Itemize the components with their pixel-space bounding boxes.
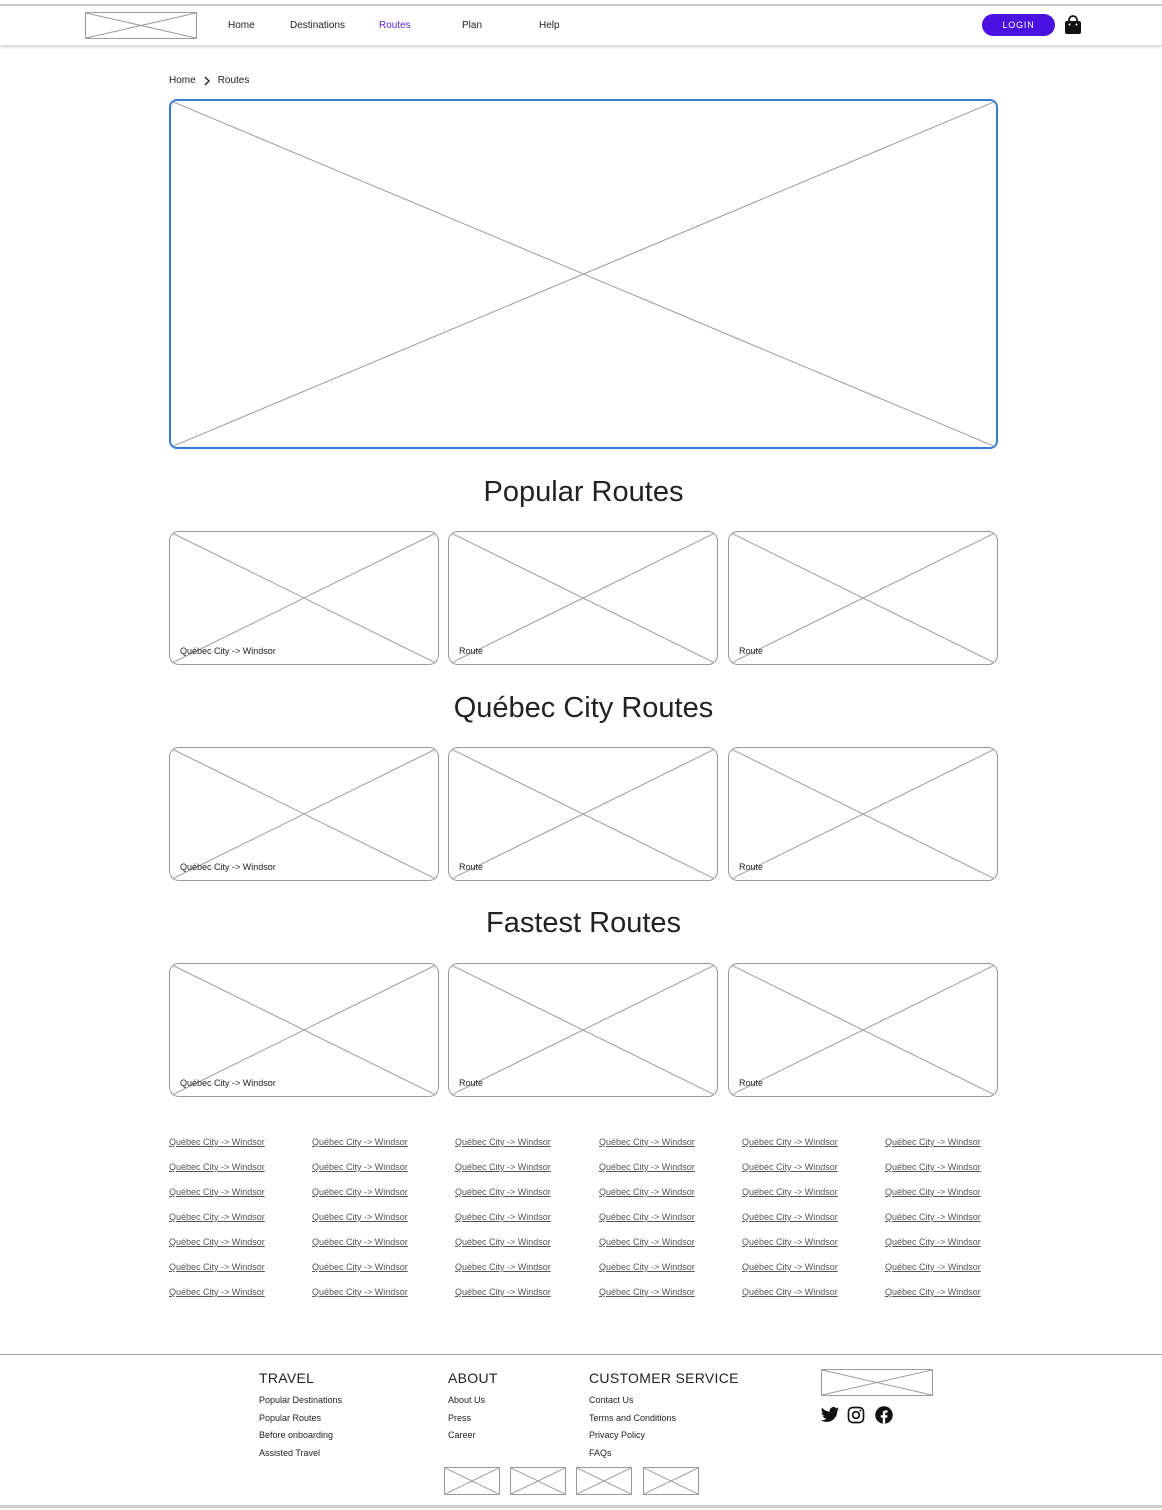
partner-logo-placeholder[interactable] <box>510 1467 566 1495</box>
route-card-label: Québec City -> Windsor <box>180 862 276 872</box>
breadcrumb-home[interactable]: Home <box>169 75 196 86</box>
route-link[interactable]: Québec City -> Windsor <box>599 1237 695 1247</box>
footer-link[interactable]: Popular Destinations <box>259 1395 343 1405</box>
twitter-icon[interactable] <box>820 1405 840 1425</box>
route-card[interactable] <box>728 747 998 881</box>
route-link[interactable]: Québec City -> Windsor <box>169 1187 265 1197</box>
breadcrumb <box>169 75 249 86</box>
route-link[interactable]: Québec City -> Windsor <box>455 1262 551 1272</box>
route-link[interactable]: Québec City -> Windsor <box>169 1212 265 1222</box>
route-links-grid <box>169 1137 998 1312</box>
footer-link[interactable]: Popular Routes <box>259 1412 322 1423</box>
nav-help[interactable]: Help <box>539 20 560 31</box>
footer-heading: ABOUT <box>448 1370 498 1386</box>
footer-heading: TRAVEL <box>259 1370 315 1386</box>
route-link[interactable]: Québec City -> Windsor <box>312 1187 408 1197</box>
route-card-label: Route <box>459 646 484 656</box>
route-link[interactable]: Québec City -> Windsor <box>169 1137 265 1147</box>
route-link[interactable]: Québec City -> Windsor <box>885 1187 981 1197</box>
footer-link[interactable]: Press <box>448 1412 472 1423</box>
partner-logo-placeholder[interactable] <box>576 1467 632 1495</box>
facebook-icon[interactable] <box>874 1405 894 1425</box>
route-card[interactable] <box>728 963 998 1097</box>
route-link[interactable]: Québec City -> Windsor <box>312 1287 408 1297</box>
route-link[interactable]: Québec City -> Windsor <box>742 1187 838 1197</box>
route-link[interactable]: Québec City -> Windsor <box>312 1237 408 1247</box>
route-link[interactable]: Québec City -> Windsor <box>742 1287 838 1297</box>
route-link[interactable]: Québec City -> Windsor <box>455 1137 551 1147</box>
route-link[interactable]: Québec City -> Windsor <box>312 1262 408 1272</box>
section-title-popular-routes: Popular Routes <box>483 476 684 508</box>
footer-link[interactable]: Terms and Conditions <box>589 1412 677 1423</box>
route-links-row <box>169 1212 998 1237</box>
logo-placeholder[interactable] <box>85 12 197 39</box>
route-link[interactable]: Québec City -> Windsor <box>885 1287 981 1297</box>
route-card[interactable] <box>728 531 998 665</box>
route-link[interactable]: Québec City -> Windsor <box>312 1137 408 1147</box>
route-link[interactable]: Québec City -> Windsor <box>885 1162 981 1172</box>
route-link[interactable]: Québec City -> Windsor <box>599 1187 695 1197</box>
route-link[interactable]: Québec City -> Windsor <box>455 1187 551 1197</box>
route-link[interactable]: Québec City -> Windsor <box>599 1162 695 1172</box>
route-link[interactable]: Québec City -> Windsor <box>455 1237 551 1247</box>
route-link[interactable]: Québec City -> Windsor <box>312 1162 408 1172</box>
route-links-row <box>169 1137 998 1162</box>
route-card-label: Route <box>739 1078 764 1088</box>
bottom-border <box>0 1505 1162 1508</box>
route-link[interactable]: Québec City -> Windsor <box>455 1287 551 1297</box>
route-link[interactable]: Québec City -> Windsor <box>742 1212 838 1222</box>
footer-link[interactable]: Assisted Travel <box>259 1447 321 1458</box>
nav-destinations[interactable]: Destinations <box>290 20 346 31</box>
footer-link[interactable]: Career <box>448 1430 476 1440</box>
route-links-row <box>169 1187 998 1212</box>
instagram-icon[interactable] <box>846 1405 866 1425</box>
footer-logo-placeholder[interactable] <box>821 1369 933 1396</box>
header <box>0 6 1162 46</box>
route-card[interactable] <box>169 747 439 881</box>
footer-divider <box>0 1354 1162 1355</box>
route-card-label: Québec City -> Windsor <box>180 646 276 656</box>
route-card[interactable] <box>169 963 439 1097</box>
route-link[interactable]: Québec City -> Windsor <box>742 1137 838 1147</box>
partner-logo-placeholder[interactable] <box>643 1467 699 1495</box>
route-link[interactable]: Québec City -> Windsor <box>312 1212 408 1222</box>
route-link[interactable]: Québec City -> Windsor <box>885 1212 981 1222</box>
route-card-label: Route <box>739 862 764 872</box>
login-button[interactable]: LOGIN <box>982 14 1055 36</box>
route-link[interactable]: Québec City -> Windsor <box>599 1262 695 1272</box>
route-link[interactable]: Québec City -> Windsor <box>885 1137 981 1147</box>
footer-link[interactable]: Before onboarding <box>259 1430 334 1440</box>
chevron-right-icon <box>202 76 212 86</box>
route-link[interactable]: Québec City -> Windsor <box>742 1237 838 1247</box>
footer-column-travel <box>259 1370 342 1462</box>
footer-heading: CUSTOMER SERVICE <box>589 1370 739 1386</box>
route-link[interactable]: Québec City -> Windsor <box>885 1237 981 1247</box>
route-link[interactable]: Québec City -> Windsor <box>169 1262 265 1272</box>
route-card[interactable] <box>448 963 718 1097</box>
route-link[interactable]: Québec City -> Windsor <box>169 1287 265 1297</box>
route-link[interactable]: Québec City -> Windsor <box>599 1137 695 1147</box>
route-link[interactable]: Québec City -> Windsor <box>885 1262 981 1272</box>
nav-routes[interactable]: Routes <box>379 20 411 31</box>
route-card[interactable] <box>448 531 718 665</box>
nav-home[interactable]: Home <box>228 20 255 31</box>
section-title-fastest-routes: Fastest Routes <box>485 907 682 939</box>
route-links-row <box>169 1162 998 1187</box>
route-link[interactable]: Québec City -> Windsor <box>742 1162 838 1172</box>
footer-link[interactable]: FAQs <box>589 1447 612 1458</box>
hero-image-placeholder <box>169 99 998 449</box>
shopping-bag-icon[interactable] <box>1064 15 1082 35</box>
footer-column-about <box>448 1370 498 1445</box>
route-links-row <box>169 1262 998 1287</box>
footer-link[interactable]: About Us <box>448 1395 486 1405</box>
footer-link[interactable]: Privacy Policy <box>589 1430 646 1440</box>
partner-logo-placeholder[interactable] <box>444 1467 500 1495</box>
route-link[interactable]: Québec City -> Windsor <box>742 1262 838 1272</box>
nav-plan[interactable]: Plan <box>462 20 483 31</box>
route-card-label: Québec City -> Windsor <box>180 1078 276 1088</box>
footer-column-customer-service <box>589 1370 739 1462</box>
route-link[interactable]: Québec City -> Windsor <box>455 1162 551 1172</box>
route-card-label: Route <box>739 646 764 656</box>
route-card-label: Route <box>459 862 484 872</box>
route-link[interactable]: Québec City -> Windsor <box>599 1287 695 1297</box>
route-link[interactable]: Québec City -> Windsor <box>599 1212 695 1222</box>
route-link[interactable]: Québec City -> Windsor <box>169 1237 265 1247</box>
route-links-row <box>169 1237 998 1262</box>
route-link[interactable]: Québec City -> Windsor <box>169 1162 265 1172</box>
route-links-row <box>169 1287 998 1312</box>
breadcrumb-current: Routes <box>217 75 250 86</box>
footer-link[interactable]: Contact Us <box>589 1395 634 1405</box>
route-card[interactable] <box>169 531 439 665</box>
route-card[interactable] <box>448 747 718 881</box>
route-link[interactable]: Québec City -> Windsor <box>455 1212 551 1222</box>
route-card-label: Route <box>459 1078 484 1088</box>
section-title-quebec-city-routes: Québec City Routes <box>453 692 714 724</box>
